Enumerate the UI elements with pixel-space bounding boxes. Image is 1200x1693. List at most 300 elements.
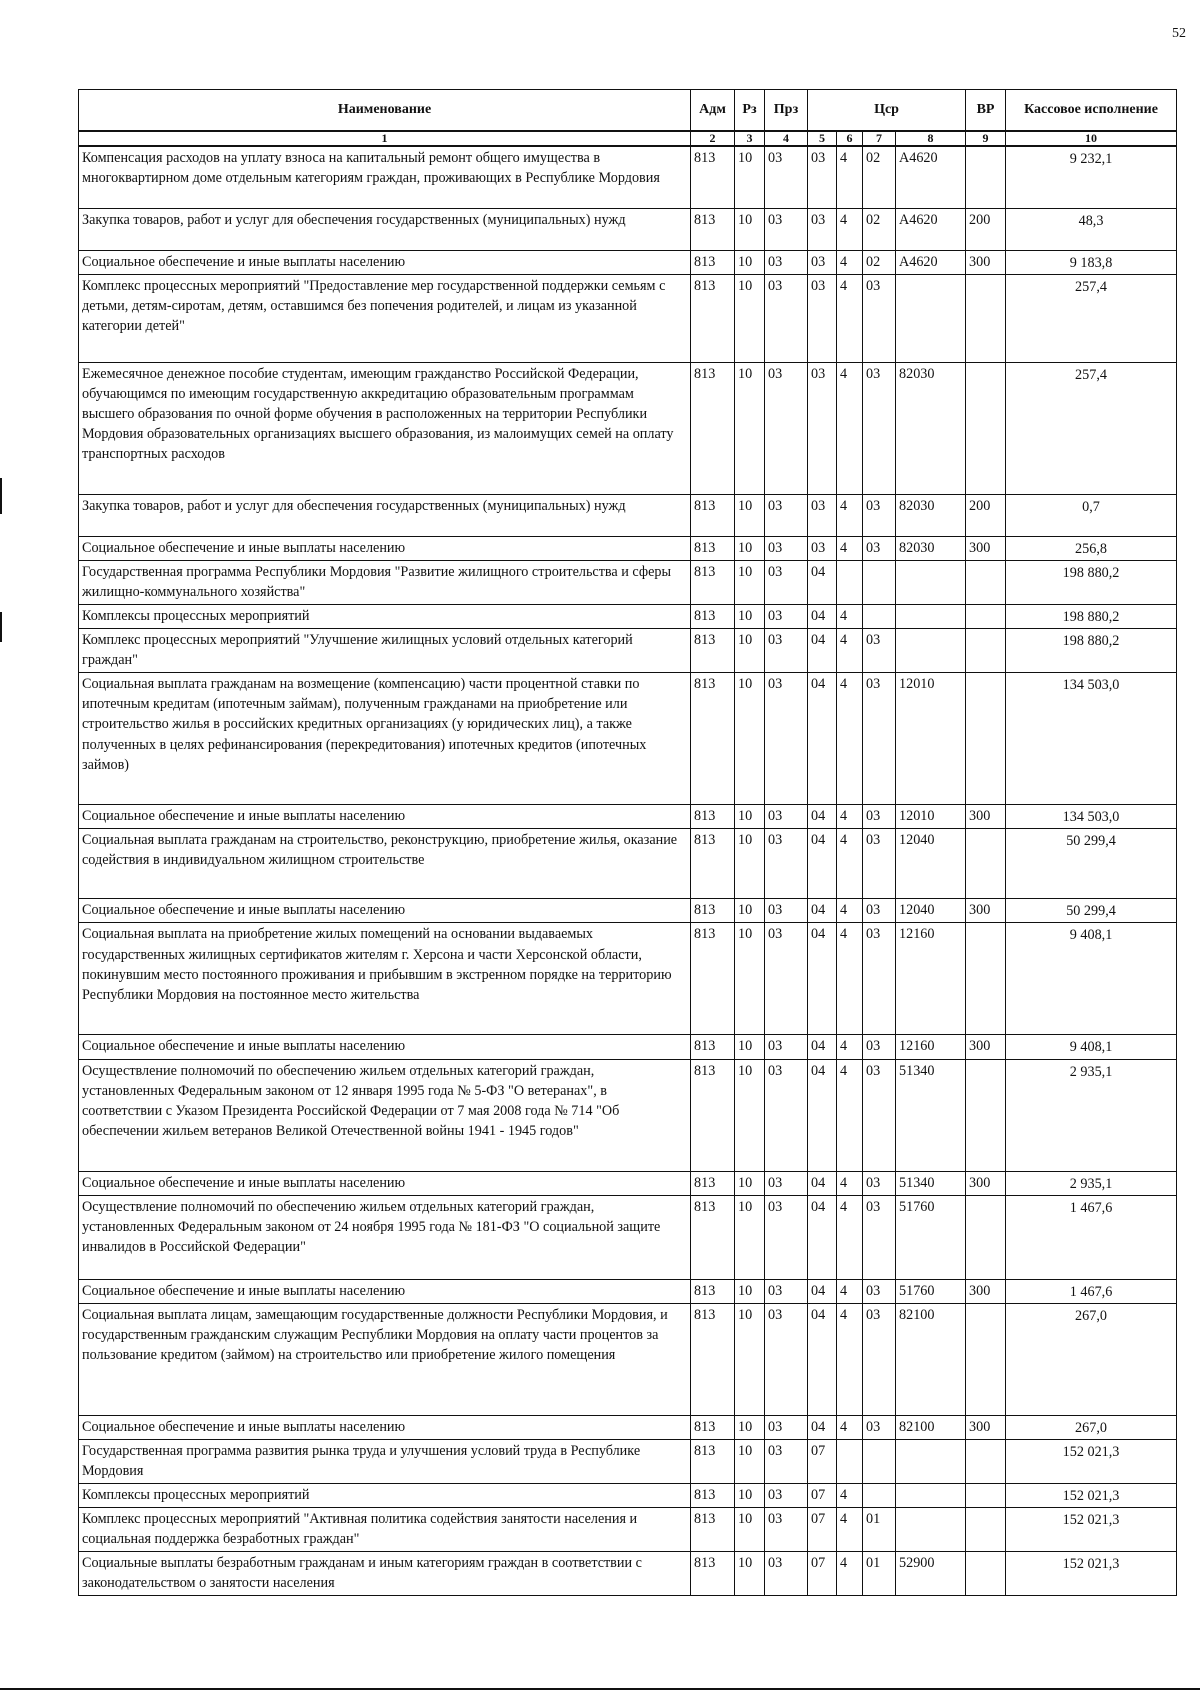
row-csr-program: 03 xyxy=(808,362,837,494)
row-adm: 813 xyxy=(691,250,735,274)
row-prz: 03 xyxy=(765,899,808,923)
row-rz: 10 xyxy=(735,829,765,899)
row-csr-program: 04 xyxy=(808,1059,837,1171)
table-row xyxy=(79,1484,1177,1508)
header-rz: Рз xyxy=(735,90,765,132)
row-adm: 813 xyxy=(691,1415,735,1439)
row-rz: 10 xyxy=(735,1552,765,1596)
row-name: Комплекс процессных мероприятий "Улучшение жилищных условий отдельных категорий граждан" xyxy=(79,629,691,673)
row-amount: 9 183,8 xyxy=(1006,250,1177,274)
row-csr-group: 03 xyxy=(863,536,896,560)
row-name: Социальная выплата гражданам на возмещение (компенсацию) части процентной ставки по ипотечным кредитам (ипотечным займам), полученным гражданами на приобретение или строительство жилья в российских кредитных организациях (у юридических лиц), а также полученных в целях рефинансирования (перекредитования) ипотечных кредитов (ипотечных займов) xyxy=(79,673,691,805)
row-vr xyxy=(966,1303,1006,1415)
row-csr-type: 4 xyxy=(837,362,863,494)
table-row xyxy=(79,899,1177,923)
row-prz: 03 xyxy=(765,829,808,899)
row-csr-program: 04 xyxy=(808,561,837,605)
row-adm: 813 xyxy=(691,605,735,629)
row-csr-direction: 12010 xyxy=(896,805,966,829)
column-number: 5 xyxy=(808,131,837,146)
row-csr-type: 4 xyxy=(837,1484,863,1508)
scan-margin-mark xyxy=(0,478,2,514)
row-prz: 03 xyxy=(765,146,808,208)
row-adm: 813 xyxy=(691,146,735,208)
row-vr xyxy=(966,1440,1006,1484)
row-csr-program: 04 xyxy=(808,1035,837,1059)
table-row xyxy=(79,923,1177,1035)
row-amount: 267,0 xyxy=(1006,1303,1177,1415)
row-amount: 257,4 xyxy=(1006,362,1177,494)
row-name: Комплексы процессных мероприятий xyxy=(79,1484,691,1508)
row-adm: 813 xyxy=(691,1508,735,1552)
row-name: Государственная программа развития рынка труда и улучшения условий труда в Республике Мордовия xyxy=(79,1440,691,1484)
row-csr-type: 4 xyxy=(837,829,863,899)
row-rz: 10 xyxy=(735,1508,765,1552)
row-vr xyxy=(966,146,1006,208)
table-row xyxy=(79,805,1177,829)
row-name: Социальное обеспечение и иные выплаты населению xyxy=(79,805,691,829)
row-rz: 10 xyxy=(735,605,765,629)
row-csr-program: 04 xyxy=(808,899,837,923)
row-csr-direction: 51340 xyxy=(896,1171,966,1195)
row-name: Комплекс процессных мероприятий "Активная политика содействия занятости населения и социальная поддержка безработных граждан" xyxy=(79,1508,691,1552)
table-row xyxy=(79,1508,1177,1552)
row-csr-direction: А4620 xyxy=(896,146,966,208)
row-csr-type: 4 xyxy=(837,899,863,923)
row-csr-program: 04 xyxy=(808,1415,837,1439)
table-row xyxy=(79,146,1177,208)
row-adm: 813 xyxy=(691,1171,735,1195)
row-name: Закупка товаров, работ и услуг для обеспечения государственных (муниципальных) нужд xyxy=(79,494,691,536)
column-number: 8 xyxy=(896,131,966,146)
row-vr xyxy=(966,561,1006,605)
row-csr-program: 04 xyxy=(808,805,837,829)
row-csr-group: 03 xyxy=(863,829,896,899)
row-vr: 300 xyxy=(966,1279,1006,1303)
row-name: Социальная выплата на приобретение жилых помещений на основании выдаваемых государственных жилищных сертификатов жителям г. Херсона и части Херсонской области, покинувшим место постоянного проживания и прибывшим в экстренном порядке на территорию Республики Мордовия на постоянное место жительства xyxy=(79,923,691,1035)
row-csr-direction xyxy=(896,1484,966,1508)
row-vr xyxy=(966,923,1006,1035)
row-csr-program: 04 xyxy=(808,1195,837,1279)
row-prz: 03 xyxy=(765,250,808,274)
row-csr-type: 4 xyxy=(837,1279,863,1303)
row-csr-program: 03 xyxy=(808,494,837,536)
row-csr-program: 04 xyxy=(808,1171,837,1195)
row-csr-direction xyxy=(896,1440,966,1484)
row-adm: 813 xyxy=(691,1195,735,1279)
row-prz: 03 xyxy=(765,1484,808,1508)
row-adm: 813 xyxy=(691,1059,735,1171)
row-rz: 10 xyxy=(735,1484,765,1508)
row-amount: 134 503,0 xyxy=(1006,805,1177,829)
column-number: 9 xyxy=(966,131,1006,146)
row-csr-program: 03 xyxy=(808,146,837,208)
row-csr-direction: 12160 xyxy=(896,923,966,1035)
row-csr-program: 07 xyxy=(808,1552,837,1596)
row-rz: 10 xyxy=(735,1171,765,1195)
row-adm: 813 xyxy=(691,923,735,1035)
column-number: 10 xyxy=(1006,131,1177,146)
table-row xyxy=(79,1415,1177,1439)
row-csr-group: 01 xyxy=(863,1552,896,1596)
row-amount: 48,3 xyxy=(1006,208,1177,250)
row-csr-group: 03 xyxy=(863,629,896,673)
row-csr-type: 4 xyxy=(837,923,863,1035)
row-csr-group xyxy=(863,605,896,629)
row-amount: 267,0 xyxy=(1006,1415,1177,1439)
row-prz: 03 xyxy=(765,1303,808,1415)
row-rz: 10 xyxy=(735,561,765,605)
row-vr xyxy=(966,629,1006,673)
row-csr-group: 03 xyxy=(863,362,896,494)
row-adm: 813 xyxy=(691,629,735,673)
row-adm: 813 xyxy=(691,829,735,899)
row-rz: 10 xyxy=(735,899,765,923)
row-csr-group: 03 xyxy=(863,673,896,805)
row-vr xyxy=(966,274,1006,362)
row-vr: 300 xyxy=(966,1171,1006,1195)
row-amount: 1 467,6 xyxy=(1006,1279,1177,1303)
row-csr-program: 04 xyxy=(808,629,837,673)
row-csr-type: 4 xyxy=(837,1059,863,1171)
row-amount: 1 467,6 xyxy=(1006,1195,1177,1279)
row-csr-direction: 82100 xyxy=(896,1415,966,1439)
row-csr-type: 4 xyxy=(837,536,863,560)
row-prz: 03 xyxy=(765,629,808,673)
row-name: Государственная программа Республики Мордовия "Развитие жилищного строительства и сферы жилищно-коммунального хозяйства" xyxy=(79,561,691,605)
row-name: Ежемесячное денежное пособие студентам, имеющим гражданство Российской Федерации, обучающимся по имеющим государственную аккредитацию образовательным программам высшего образования по очной форме обучения в расположенных на территории Республики Мордовия образовательных организациях высшего образования, из малоимущих семей на оплату транспортных расходов xyxy=(79,362,691,494)
header-vr: ВР xyxy=(966,90,1006,132)
header-amount: Кассовое исполнение xyxy=(1006,90,1177,132)
row-csr-group: 01 xyxy=(863,1508,896,1552)
row-csr-type: 4 xyxy=(837,250,863,274)
row-csr-group: 02 xyxy=(863,208,896,250)
row-adm: 813 xyxy=(691,362,735,494)
table-row xyxy=(79,1279,1177,1303)
row-csr-type: 4 xyxy=(837,1035,863,1059)
table-row xyxy=(79,1059,1177,1171)
row-csr-group: 03 xyxy=(863,1059,896,1171)
row-csr-program: 07 xyxy=(808,1440,837,1484)
row-prz: 03 xyxy=(765,1415,808,1439)
row-amount: 9 408,1 xyxy=(1006,923,1177,1035)
row-csr-group: 03 xyxy=(863,805,896,829)
row-csr-program: 03 xyxy=(808,536,837,560)
row-csr-group xyxy=(863,1484,896,1508)
row-vr xyxy=(966,605,1006,629)
column-number: 7 xyxy=(863,131,896,146)
row-csr-direction: 52900 xyxy=(896,1552,966,1596)
row-csr-type: 4 xyxy=(837,805,863,829)
row-vr: 300 xyxy=(966,1035,1006,1059)
table-row xyxy=(79,829,1177,899)
row-csr-direction: 12040 xyxy=(896,829,966,899)
row-prz: 03 xyxy=(765,494,808,536)
column-number: 1 xyxy=(79,131,691,146)
row-csr-direction xyxy=(896,629,966,673)
table-row xyxy=(79,561,1177,605)
row-csr-direction: 82030 xyxy=(896,362,966,494)
row-adm: 813 xyxy=(691,1035,735,1059)
row-prz: 03 xyxy=(765,923,808,1035)
row-csr-group: 03 xyxy=(863,923,896,1035)
row-amount: 152 021,3 xyxy=(1006,1484,1177,1508)
header-adm: Адм xyxy=(691,90,735,132)
row-csr-program: 03 xyxy=(808,208,837,250)
row-vr xyxy=(966,1552,1006,1596)
row-amount: 2 935,1 xyxy=(1006,1171,1177,1195)
table-row xyxy=(79,605,1177,629)
row-rz: 10 xyxy=(735,250,765,274)
row-vr xyxy=(966,362,1006,494)
row-rz: 10 xyxy=(735,1279,765,1303)
row-prz: 03 xyxy=(765,1171,808,1195)
row-rz: 10 xyxy=(735,923,765,1035)
row-csr-direction: 82030 xyxy=(896,536,966,560)
row-csr-group: 03 xyxy=(863,274,896,362)
row-csr-direction: А4620 xyxy=(896,208,966,250)
row-name: Социальное обеспечение и иные выплаты населению xyxy=(79,536,691,560)
row-rz: 10 xyxy=(735,1059,765,1171)
row-csr-program: 04 xyxy=(808,1303,837,1415)
row-csr-type: 4 xyxy=(837,1171,863,1195)
row-prz: 03 xyxy=(765,536,808,560)
header-prz: Прз xyxy=(765,90,808,132)
row-csr-program: 04 xyxy=(808,673,837,805)
row-prz: 03 xyxy=(765,805,808,829)
row-csr-type: 4 xyxy=(837,208,863,250)
row-amount: 9 408,1 xyxy=(1006,1035,1177,1059)
row-adm: 813 xyxy=(691,1303,735,1415)
table-row xyxy=(79,274,1177,362)
row-amount: 152 021,3 xyxy=(1006,1508,1177,1552)
table-row xyxy=(79,1303,1177,1415)
row-adm: 813 xyxy=(691,494,735,536)
row-csr-group: 03 xyxy=(863,1415,896,1439)
row-name: Социальное обеспечение и иные выплаты населению xyxy=(79,899,691,923)
row-csr-program: 07 xyxy=(808,1484,837,1508)
row-name: Закупка товаров, работ и услуг для обеспечения государственных (муниципальных) нужд xyxy=(79,208,691,250)
row-csr-type: 4 xyxy=(837,673,863,805)
table-row xyxy=(79,629,1177,673)
row-adm: 813 xyxy=(691,1484,735,1508)
header-csr: Цср xyxy=(808,90,966,132)
row-name: Социальное обеспечение и иные выплаты населению xyxy=(79,1171,691,1195)
row-rz: 10 xyxy=(735,1440,765,1484)
row-adm: 813 xyxy=(691,274,735,362)
row-amount: 256,8 xyxy=(1006,536,1177,560)
row-vr: 300 xyxy=(966,536,1006,560)
row-rz: 10 xyxy=(735,146,765,208)
row-csr-group: 03 xyxy=(863,1303,896,1415)
header-name: Наименование xyxy=(79,90,691,132)
column-number: 2 xyxy=(691,131,735,146)
row-csr-direction: 12040 xyxy=(896,899,966,923)
row-prz: 03 xyxy=(765,208,808,250)
table-row xyxy=(79,494,1177,536)
row-csr-group xyxy=(863,561,896,605)
table-row xyxy=(79,208,1177,250)
row-rz: 10 xyxy=(735,1195,765,1279)
row-csr-direction: 82030 xyxy=(896,494,966,536)
row-adm: 813 xyxy=(691,1440,735,1484)
row-vr xyxy=(966,1484,1006,1508)
row-csr-group: 03 xyxy=(863,494,896,536)
row-vr: 300 xyxy=(966,250,1006,274)
row-name: Социальная выплата лицам, замещающим государственные должности Республики Мордовия, и государственным гражданским служащим Республики Мордовия на оплату части процентов за пользование кредитом (займом) на строительство или приобретение жилого помещения xyxy=(79,1303,691,1415)
scan-margin-mark xyxy=(0,612,2,642)
row-vr: 200 xyxy=(966,494,1006,536)
column-number: 6 xyxy=(837,131,863,146)
row-rz: 10 xyxy=(735,673,765,805)
budget-table xyxy=(78,89,1177,1596)
row-prz: 03 xyxy=(765,1440,808,1484)
row-csr-direction xyxy=(896,274,966,362)
row-prz: 03 xyxy=(765,1035,808,1059)
row-csr-group: 03 xyxy=(863,1195,896,1279)
row-vr xyxy=(966,1195,1006,1279)
row-name: Осуществление полномочий по обеспечению жильем отдельных категорий граждан, установленных Федеральным законом от 24 ноября 1995 года № 181-ФЗ "О социальной защите инвалидов в Российской Федерации" xyxy=(79,1195,691,1279)
row-rz: 10 xyxy=(735,362,765,494)
row-prz: 03 xyxy=(765,362,808,494)
row-name: Компенсация расходов на уплату взноса на капитальный ремонт общего имущества в многоквартирном доме отдельным категориям граждан, проживающих в Республике Мордовия xyxy=(79,146,691,208)
row-name: Осуществление полномочий по обеспечению жильем отдельных категорий граждан, установленных Федеральным законом от 12 января 1995 года № 5-ФЗ "О ветеранах", в соответствии с Указом Президента Российской Федерации от 7 мая 2008 года № 714 "Об обеспечении жильем ветеранов Великой Отечественной войны 1941 - 1945 годов" xyxy=(79,1059,691,1171)
row-rz: 10 xyxy=(735,1035,765,1059)
row-amount: 152 021,3 xyxy=(1006,1552,1177,1596)
row-csr-group: 02 xyxy=(863,250,896,274)
row-rz: 10 xyxy=(735,805,765,829)
row-prz: 03 xyxy=(765,1059,808,1171)
row-amount: 198 880,2 xyxy=(1006,629,1177,673)
row-name: Социальные выплаты безработным гражданам и иным категориям граждан в соответствии с законодательством о занятости населения xyxy=(79,1552,691,1596)
row-adm: 813 xyxy=(691,1279,735,1303)
row-rz: 10 xyxy=(735,536,765,560)
row-csr-type: 4 xyxy=(837,1552,863,1596)
row-csr-type: 4 xyxy=(837,1508,863,1552)
row-amount: 134 503,0 xyxy=(1006,673,1177,805)
row-csr-direction xyxy=(896,1508,966,1552)
row-csr-direction: А4620 xyxy=(896,250,966,274)
row-vr xyxy=(966,829,1006,899)
row-csr-direction: 51340 xyxy=(896,1059,966,1171)
table-row xyxy=(79,250,1177,274)
row-amount: 2 935,1 xyxy=(1006,1059,1177,1171)
row-vr xyxy=(966,673,1006,805)
table-row xyxy=(79,1552,1177,1596)
row-csr-type xyxy=(837,561,863,605)
row-csr-direction: 12010 xyxy=(896,673,966,805)
row-name: Социальная выплата гражданам на строительство, реконструкцию, приобретение жилья, оказание содействия в индивидуальном жилищном строительстве xyxy=(79,829,691,899)
row-csr-direction: 51760 xyxy=(896,1279,966,1303)
row-adm: 813 xyxy=(691,208,735,250)
row-name: Комплекс процессных мероприятий "Предоставление мер государственной поддержки семьям с детьми, детям-сиротам, детям, оставшимся без попечения родителей, и лицам из указанной категории детей" xyxy=(79,274,691,362)
row-adm: 813 xyxy=(691,673,735,805)
row-rz: 10 xyxy=(735,1303,765,1415)
row-rz: 10 xyxy=(735,1415,765,1439)
row-csr-type xyxy=(837,1440,863,1484)
row-csr-type: 4 xyxy=(837,274,863,362)
row-csr-program: 04 xyxy=(808,1279,837,1303)
table-row xyxy=(79,1440,1177,1484)
row-rz: 10 xyxy=(735,274,765,362)
table-row xyxy=(79,362,1177,494)
row-amount: 9 232,1 xyxy=(1006,146,1177,208)
row-vr: 300 xyxy=(966,899,1006,923)
row-name: Социальное обеспечение и иные выплаты населению xyxy=(79,1279,691,1303)
row-prz: 03 xyxy=(765,1279,808,1303)
row-adm: 813 xyxy=(691,805,735,829)
row-adm: 813 xyxy=(691,899,735,923)
table-row xyxy=(79,1035,1177,1059)
row-csr-group xyxy=(863,1440,896,1484)
table-row xyxy=(79,1171,1177,1195)
row-csr-program: 04 xyxy=(808,923,837,1035)
table-row xyxy=(79,1195,1177,1279)
table-body xyxy=(79,146,1177,1596)
row-csr-group: 03 xyxy=(863,1035,896,1059)
row-csr-program: 04 xyxy=(808,829,837,899)
column-number: 4 xyxy=(765,131,808,146)
row-adm: 813 xyxy=(691,536,735,560)
row-csr-program: 04 xyxy=(808,605,837,629)
row-csr-program: 03 xyxy=(808,274,837,362)
row-adm: 813 xyxy=(691,1552,735,1596)
row-csr-type: 4 xyxy=(837,605,863,629)
table-row xyxy=(79,536,1177,560)
row-csr-group: 03 xyxy=(863,899,896,923)
row-rz: 10 xyxy=(735,629,765,673)
row-rz: 10 xyxy=(735,494,765,536)
row-amount: 152 021,3 xyxy=(1006,1440,1177,1484)
row-vr xyxy=(966,1059,1006,1171)
row-amount: 50 299,4 xyxy=(1006,899,1177,923)
row-vr: 300 xyxy=(966,1415,1006,1439)
row-prz: 03 xyxy=(765,1195,808,1279)
row-csr-group: 03 xyxy=(863,1279,896,1303)
row-csr-type: 4 xyxy=(837,494,863,536)
column-number-row xyxy=(79,131,1177,146)
row-prz: 03 xyxy=(765,561,808,605)
row-amount: 50 299,4 xyxy=(1006,829,1177,899)
row-name: Социальное обеспечение и иные выплаты населению xyxy=(79,1035,691,1059)
row-csr-type: 4 xyxy=(837,1303,863,1415)
row-name: Комплексы процессных мероприятий xyxy=(79,605,691,629)
row-vr xyxy=(966,1508,1006,1552)
row-csr-direction xyxy=(896,605,966,629)
row-vr: 300 xyxy=(966,805,1006,829)
row-prz: 03 xyxy=(765,673,808,805)
row-amount: 198 880,2 xyxy=(1006,605,1177,629)
row-csr-group: 02 xyxy=(863,146,896,208)
row-name: Социальное обеспечение и иные выплаты населению xyxy=(79,250,691,274)
row-prz: 03 xyxy=(765,605,808,629)
row-csr-direction: 12160 xyxy=(896,1035,966,1059)
row-csr-type: 4 xyxy=(837,1195,863,1279)
row-vr: 200 xyxy=(966,208,1006,250)
row-rz: 10 xyxy=(735,208,765,250)
scan-margin-mark xyxy=(0,1688,1200,1690)
row-amount: 257,4 xyxy=(1006,274,1177,362)
row-csr-program: 07 xyxy=(808,1508,837,1552)
table-header-row xyxy=(79,90,1177,132)
row-csr-direction: 51760 xyxy=(896,1195,966,1279)
row-prz: 03 xyxy=(765,1552,808,1596)
column-number: 3 xyxy=(735,131,765,146)
row-csr-type: 4 xyxy=(837,146,863,208)
row-csr-group: 03 xyxy=(863,1171,896,1195)
row-prz: 03 xyxy=(765,274,808,362)
row-csr-type: 4 xyxy=(837,629,863,673)
